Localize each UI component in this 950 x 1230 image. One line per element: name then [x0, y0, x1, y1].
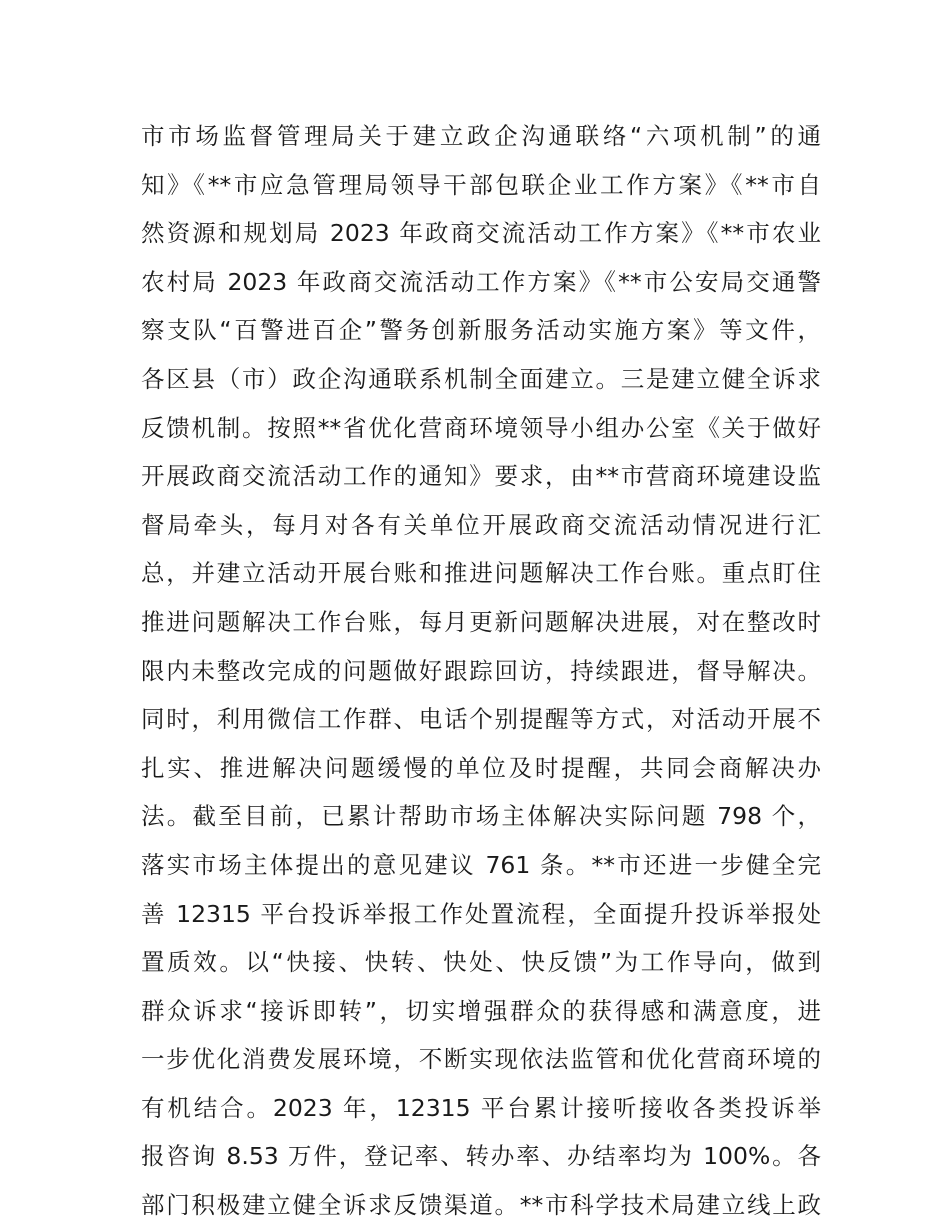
text-line: 一步优化消费发展环境，不断实现依法监管和优化营商环境的 — [141, 1045, 821, 1074]
text-line: 报咨询 8.53 万件，登记率、转办率、办结率均为 100%。各 — [141, 1142, 821, 1171]
text-line: 落实市场主体提出的意见建议 761 条。**市还进一步健全完 — [141, 850, 821, 879]
text-line: 农村局 2023 年政商交流活动工作方案》《**市公安局交通警 — [141, 267, 821, 296]
text-line: 察支队“百警进百企”警务创新服务活动实施方案》等文件， — [141, 316, 821, 345]
text-line: 总，并建立活动开展台账和推进问题解决工作台账。重点盯住 — [141, 559, 821, 588]
text-line: 群众诉求“接诉即转”，切实增强群众的获得感和满意度，进 — [141, 996, 821, 1025]
text-line: 部门积极建立健全诉求反馈渠道。**市科学技术局建立线上政 — [141, 1191, 821, 1220]
text-line: 督局牵头，每月对各有关单位开展政商交流活动情况进行汇 — [141, 510, 821, 539]
text-line: 同时，利用微信工作群、电话个别提醒等方式，对活动开展不 — [141, 705, 821, 734]
body-paragraph — [141, 112, 821, 1230]
text-line: 市市场监督管理局关于建立政企沟通联络“六项机制”的通 — [141, 122, 821, 150]
text-line: 反馈机制。按照**省优化营商环境领导小组办公室《关于做好 — [141, 413, 821, 442]
text-line: 限内未整改完成的问题做好跟踪回访，持续跟进，督导解决。 — [141, 656, 821, 685]
text-line: 开展政商交流活动工作的通知》要求，由**市营商环境建设监 — [141, 462, 821, 491]
text-line: 扎实、推进解决问题缓慢的单位及时提醒，共同会商解决办 — [141, 753, 821, 782]
text-line: 知》《**市应急管理局领导干部包联企业工作方案》《**市自 — [141, 170, 821, 199]
text-line: 有机结合。2023 年，12315 平台累计接听接收各类投诉举 — [141, 1093, 821, 1122]
text-line: 推进问题解决工作台账，每月更新问题解决进展，对在整改时 — [141, 607, 821, 636]
text-line: 置质效。以“快接、快转、快处、快反馈”为工作导向，做到 — [141, 948, 821, 977]
text-line: 法。截至目前，已累计帮助市场主体解决实际问题 798 个， — [141, 802, 821, 831]
text-line: 各区县（市）政企沟通联系机制全面建立。三是建立健全诉求 — [141, 364, 821, 393]
text-line: 然资源和规划局 2023 年政商交流活动工作方案》《**市农业 — [141, 219, 821, 248]
text-line: 善 12315 平台投诉举报工作处置流程，全面提升投诉举报处 — [141, 899, 821, 928]
